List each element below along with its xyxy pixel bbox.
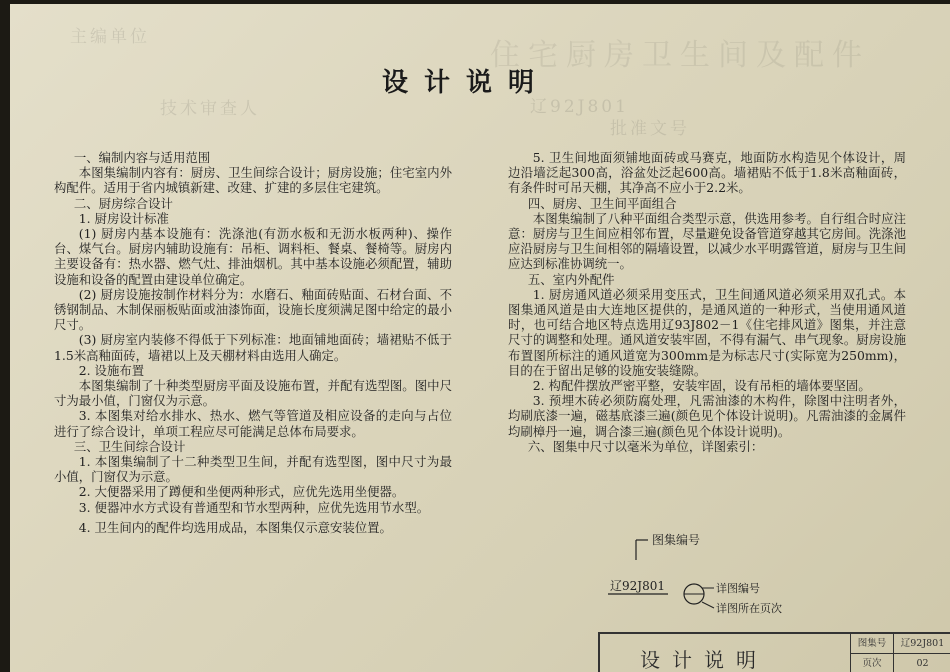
paragraph: 本图集编制了八种平面组合类型示意，供选用参考。自行组合时应注意：厨房与卫生间应相邻布置，尽量避免设备管道穿越其它房间。洗涤池应沿厨房与卫生间相邻的隔墙设置，以减少水平明露管道，厨房与卫生间应达到标准协调统一。 xyxy=(508,210,906,272)
subsection-heading: 1. 厨房设计标准 xyxy=(78,210,169,226)
page-number-row xyxy=(851,654,950,672)
atlas-number-label: 图集号 xyxy=(851,634,894,653)
bleed-through-editor: 主编单位 xyxy=(70,27,150,47)
detail-number-label: 详图编号 xyxy=(716,582,760,595)
paragraph: (3) 厨房室内装修不得低于下列标准：地面铺地面砖；墙裙贴不低于1.5米高釉面砖，墙裙以上及天棚材料由选用人确定。 xyxy=(54,332,452,363)
paragraph: 本图集编制了十种类型厨房平面及设施布置，并配有选型图。图中尺寸为最小值，门窗仅为示意。 xyxy=(54,378,452,409)
page-number-label: 页次 xyxy=(851,654,894,672)
bleed-through-heading: 住宅厨房卫生间及配件 xyxy=(490,38,870,73)
title-block-cells xyxy=(850,634,950,672)
subsection-heading: 2. 设施布置 xyxy=(78,362,145,378)
left-column xyxy=(54,150,452,535)
atlas-number-label: 图集编号 xyxy=(652,533,701,547)
paragraph: 3. 预埋木砖必须防腐处理，凡需油漆的木构件，除图中注明者外，均刷底漆一遍，磁基底漆三遍(颜色见个体设计说明)。凡需油漆的金属件均刷樟丹一遍，调合漆三遍(颜色见个体设计说明)。 xyxy=(508,393,906,439)
paragraph: 3. 本图集对给水排水、热水、燃气等管道及相应设备的走向与占位进行了综合设计，单项工程应尽可能满足总体布局要求。 xyxy=(54,408,452,439)
section-heading: 一、编制内容与适用范围 xyxy=(73,150,211,165)
section-heading: 三、卫生间综合设计 xyxy=(73,438,186,454)
paragraph: (1) 厨房内基本设施有：洗涤池(有沥水板和无沥水板两种)、操作台、煤气台。厨房内辅助设施有：吊柜、调料柜、餐桌、餐椅等。厨房内主要设备有：热水器、燃气灶、排油烟机。其中基本设施必须配置，辅助设施和设备的配置由建设单位确定。 xyxy=(54,226,452,287)
title-block-title: 设计说明 xyxy=(640,648,768,672)
paragraph: (2) 厨房设施按制作材料分为：水磨石、釉面砖贴面、石材台面、不锈钢制品、木制保丽板贴面或油漆饰面，设施长度须满足图中给定的最小尺寸。 xyxy=(54,286,452,333)
bleed-through-code: 辽92J801 xyxy=(530,97,629,117)
detail-index-diagram xyxy=(606,524,826,624)
paragraph: 2. 大便器采用了蹲便和坐便两种形式，应优先选用坐便器。 xyxy=(78,484,405,500)
paragraph: 1. 本图集编制了十二种类型卫生间，并配有选型图，图中尺寸为最小值，门窗仅为示意。 xyxy=(54,454,452,485)
section-heading: 五、室内外配件 xyxy=(527,271,615,287)
page-title: 设计说明 xyxy=(382,68,551,98)
paragraph: 5. 卫生间地面须铺地面砖或马赛克，地面防水构造见个体设计，周边沿墙泛起300高，浴盆处泛起600高。墙裙贴不低于1.8米高釉面砖，有条件时可吊天棚，其净高不应小于2.2米。 xyxy=(508,150,906,196)
paragraph: 4. 卫生间内的配件均选用成品，本图集仅示意安装位置。 xyxy=(78,519,392,535)
page-number-value: 02 xyxy=(916,658,929,669)
section-heading: 六、图集中尺寸以毫米为单位，详图索引： xyxy=(527,438,764,454)
paragraph: 2. 构配件摆放严密平整，安装牢固，设有吊柜的墙体要坚固。 xyxy=(532,378,871,394)
title-block xyxy=(598,632,950,672)
detail-page-label: 详图所在页次 xyxy=(716,602,782,615)
bleed-through-approval: 批准文号 xyxy=(610,119,690,139)
atlas-code: 辽92J801 xyxy=(610,579,665,593)
document-page xyxy=(10,4,950,672)
paragraph: 本图集编制内容有：厨房、卫生间综合设计；厨房设施；住宅室内外构配件。适用于省内城镇新建、改建、扩建的多层住宅建筑。 xyxy=(54,165,452,196)
right-column xyxy=(508,150,906,454)
paragraph: 3. 便器冲水方式设有普通型和节水型两种，应优先选用节水型。 xyxy=(78,499,430,515)
atlas-number-value: 辽92J801 xyxy=(900,638,945,649)
bleed-through-reviewer: 技术审查人 xyxy=(160,99,260,119)
atlas-number-row xyxy=(851,634,950,654)
leader-line xyxy=(702,602,714,608)
section-heading: 四、厨房、卫生间平面组合 xyxy=(527,195,677,211)
paragraph: 1. 厨房通风道必须采用变压式，卫生间通风道必须采用双孔式。本图集通风道是由大连地区提供的，是通风道的一种形式，当使用通风道时，也可结合地区特点选用辽93J802－1《住宅排风道》图集，并注意尺寸的调整和处理。通风道安装牢固，不得有漏气、串气现象。厨房设施布置图所标注的通风道宽为300mm是为标志尺寸(实际宽为250mm)，目的在于留出足够的设施安装缝隙。 xyxy=(508,286,906,378)
section-heading: 二、厨房综合设计 xyxy=(73,195,173,211)
